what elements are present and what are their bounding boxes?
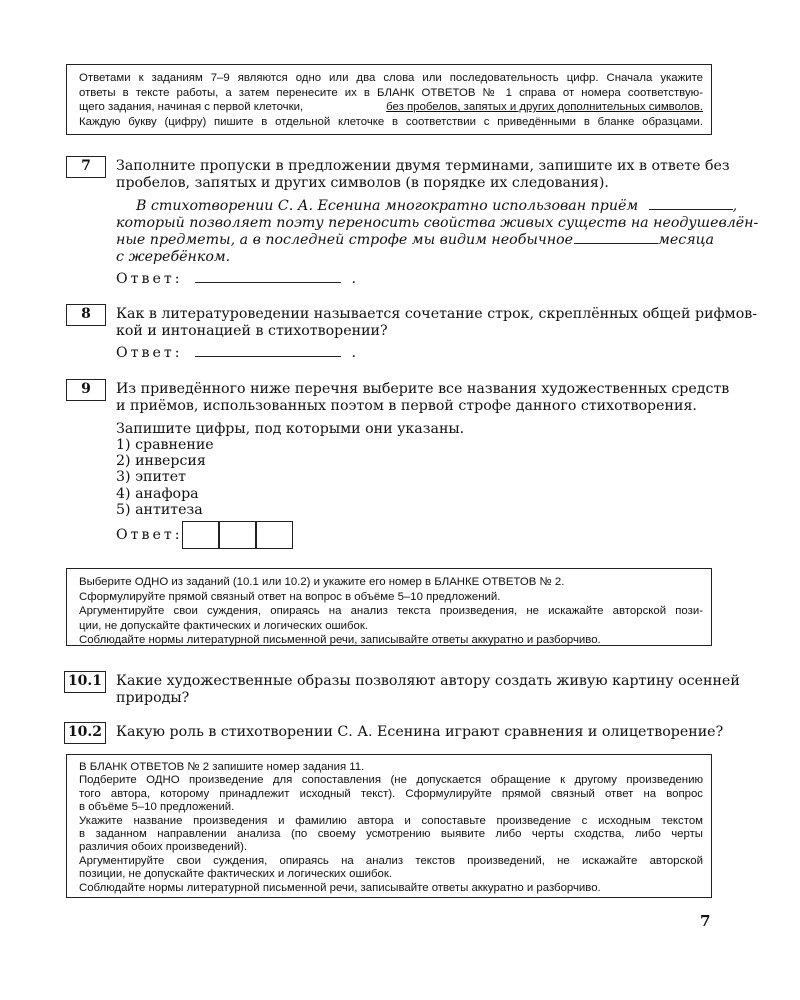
task-7-sentence	[116, 198, 759, 266]
task-9-q-line-2: и приёмов, использованных поэтом в первой строфе данного стихотворения.	[116, 398, 697, 414]
task-7-s-line-1-text: В стихотворении С. А. Есенина многократно использован приём	[136, 198, 639, 214]
task-10-1-question	[116, 673, 740, 707]
task-10-2-q-line-1: Какую роль в стихотворении С. А. Есенина играют сравнения и олицетворение?	[116, 724, 724, 740]
intro-line-3-underlined: без пробелов, запятых и других дополнительных символов.	[386, 101, 703, 114]
task-10-2-number: 10.2	[67, 724, 103, 740]
task-9-options-list	[116, 437, 214, 518]
task-10-1-q-line-1: Какие художественные образы позволяют автору создать живую картину осенней	[116, 673, 740, 689]
task-10-1-number-box	[64, 671, 106, 693]
box3-line-5: Укажите название произведения и фамилию автора и сопоставьте произведение с исходным текстом	[79, 814, 703, 827]
box3-line-9: позиции, не допускайте фактических и логических ошибок.	[79, 868, 392, 881]
task-7-s-line-3b: месяца	[658, 232, 714, 248]
task-9-option: 1) сравнение	[116, 437, 214, 453]
task-9-option: 3) эпитет	[116, 469, 187, 486]
task-8-number-box	[66, 304, 106, 326]
intro-line-2: ответы в тексте работы, а затем перенесите их в БЛАНК ОТВЕТОВ № 1 справа от номера соответствую-	[79, 86, 703, 99]
box3-line-10: Соблюдайте нормы литературной письменной речи, записывайте ответы аккуратно и разборчиво.	[79, 881, 601, 894]
box2-line-5: Соблюдайте нормы литературной письменной речи, записывайте ответы аккуратно и разборчиво.	[79, 634, 601, 647]
box3-line-1: В БЛАНК ОТВЕТОВ № 2 запишите номер задания 11.	[79, 761, 365, 773]
box2-line-4: ции, не допускайте фактических и логических ошибок.	[79, 619, 369, 632]
task-10-instruction-box	[66, 568, 712, 646]
task-9-question	[116, 381, 730, 415]
task-7-blank-2[interactable]	[574, 233, 658, 244]
task-9-instruction	[116, 421, 464, 438]
task-9-answer-row	[116, 527, 183, 544]
task-10-2-number-box	[64, 722, 106, 744]
box2-line-2: Сформулируйте прямой связный ответ на вопрос в объёме 5–10 предложений.	[79, 590, 501, 603]
box3-line-6: в заданном направлении анализа (по своему усмотрению выявите либо черты сходства, либо черты	[79, 828, 703, 841]
task-9-option: 2) инверсия	[116, 453, 206, 470]
task-9-answer-cell[interactable]	[256, 521, 293, 549]
box3-line-3: того автора, которому принадлежит исходный текст). Сформулируйте прямой связный ответ на вопрос	[79, 787, 703, 800]
task-10-1-q-line-2: природы?	[116, 690, 190, 706]
task-7-answer-field[interactable]	[195, 272, 341, 283]
task-7-answer-label: Ответ:	[116, 271, 183, 287]
task-7-answer-row	[116, 271, 356, 288]
task-8-q-line-2: кой и интонацией в стихотворении?	[116, 323, 388, 339]
box3-line-4: в объёме 5–10 предложений.	[79, 801, 235, 814]
task-8-answer-label: Ответ:	[116, 345, 183, 361]
box2-line-1: Выберите ОДНО из заданий (10.1 или 10.2) и укажите его номер в БЛАНКЕ ОТВЕТОВ № 2.	[79, 576, 565, 588]
page-number: 7	[700, 912, 711, 930]
task-7-q-line-1: Заполните пропуски в предложении двумя терминами, запишите их в ответе без	[116, 158, 730, 174]
task-11-instruction-box	[66, 754, 712, 898]
task-7-number-box	[66, 156, 106, 178]
task-8-q-line-1: Как в литературоведении называется сочетание строк, скреплённых общей рифмов-	[116, 306, 758, 322]
task-9-answer-cells	[182, 521, 294, 549]
intro-instruction-box	[66, 64, 712, 135]
task-9-option: 4) анафора	[116, 485, 199, 502]
task-7-number: 7	[81, 158, 91, 174]
task-7-s-line-1-end: ,	[732, 198, 738, 214]
task-7-q-line-2: пробелов, запятых и других символов (в порядке их следования).	[116, 175, 609, 191]
task-7-blank-1[interactable]	[649, 199, 733, 210]
task-9-answer-cell[interactable]	[182, 521, 219, 549]
task-9-option: 5) антитеза	[116, 501, 203, 518]
task-8-answer-row	[116, 345, 356, 362]
task-7-s-line-4: с жеребёнком.	[116, 249, 231, 265]
task-7-answer-end: .	[351, 271, 357, 287]
task-9-q-line-1: Из приведённого ниже перечня выберите все названия художественных средств	[116, 381, 730, 397]
task-9-answer-cell[interactable]	[219, 521, 256, 549]
task-7-s-line-1	[116, 198, 738, 215]
box3-line-2: Подберите ОДНО произведение для сопоставления (не допускается обращение к другому произведению	[79, 774, 703, 787]
intro-line-3-plain: щего задания, начиная с первой клеточки,	[79, 101, 307, 114]
task-10-2-question	[116, 724, 724, 741]
task-9-number-box	[66, 379, 106, 401]
task-8-number: 8	[81, 306, 91, 322]
task-9-answer-label: Ответ:	[116, 527, 183, 543]
task-10-1-number: 10.1	[67, 673, 103, 689]
intro-line-3	[79, 100, 703, 115]
intro-line-1: Ответами к заданиям 7–9 являются одно или два слова или последовательность цифр. Сначала укажите	[79, 72, 703, 84]
task-7-s-line-3	[116, 232, 714, 249]
task-8-question	[116, 306, 758, 340]
task-7-s-line-3a: ные предметы, а в последней строфе мы видим необычное	[116, 232, 574, 248]
box3-line-8: Аргументируйте свои суждения, опираясь на анализ текстов произведений, не искажайте авторской	[79, 854, 703, 867]
task-8-answer-field[interactable]	[195, 346, 341, 357]
task-9-instruction-text: Запишите цифры, под которыми они указаны.	[116, 421, 465, 437]
task-7-question	[116, 158, 730, 192]
task-7-s-line-2: который позволяет поэту переносить свойства живых существ на неодушевлён-	[116, 215, 759, 231]
box2-line-3: Аргументируйте свои суждения, опираясь на анализ текста произведения, не искажайте авторской пози-	[79, 605, 703, 618]
task-8-answer-end: .	[351, 345, 357, 361]
task-9-number: 9	[81, 381, 91, 397]
box3-line-7: различия обоих произведений).	[79, 841, 248, 854]
intro-line-4: Каждую букву (цифру) пишите в отдельной клеточке в соответствии с приведёнными в бланке образцами.	[79, 115, 703, 128]
